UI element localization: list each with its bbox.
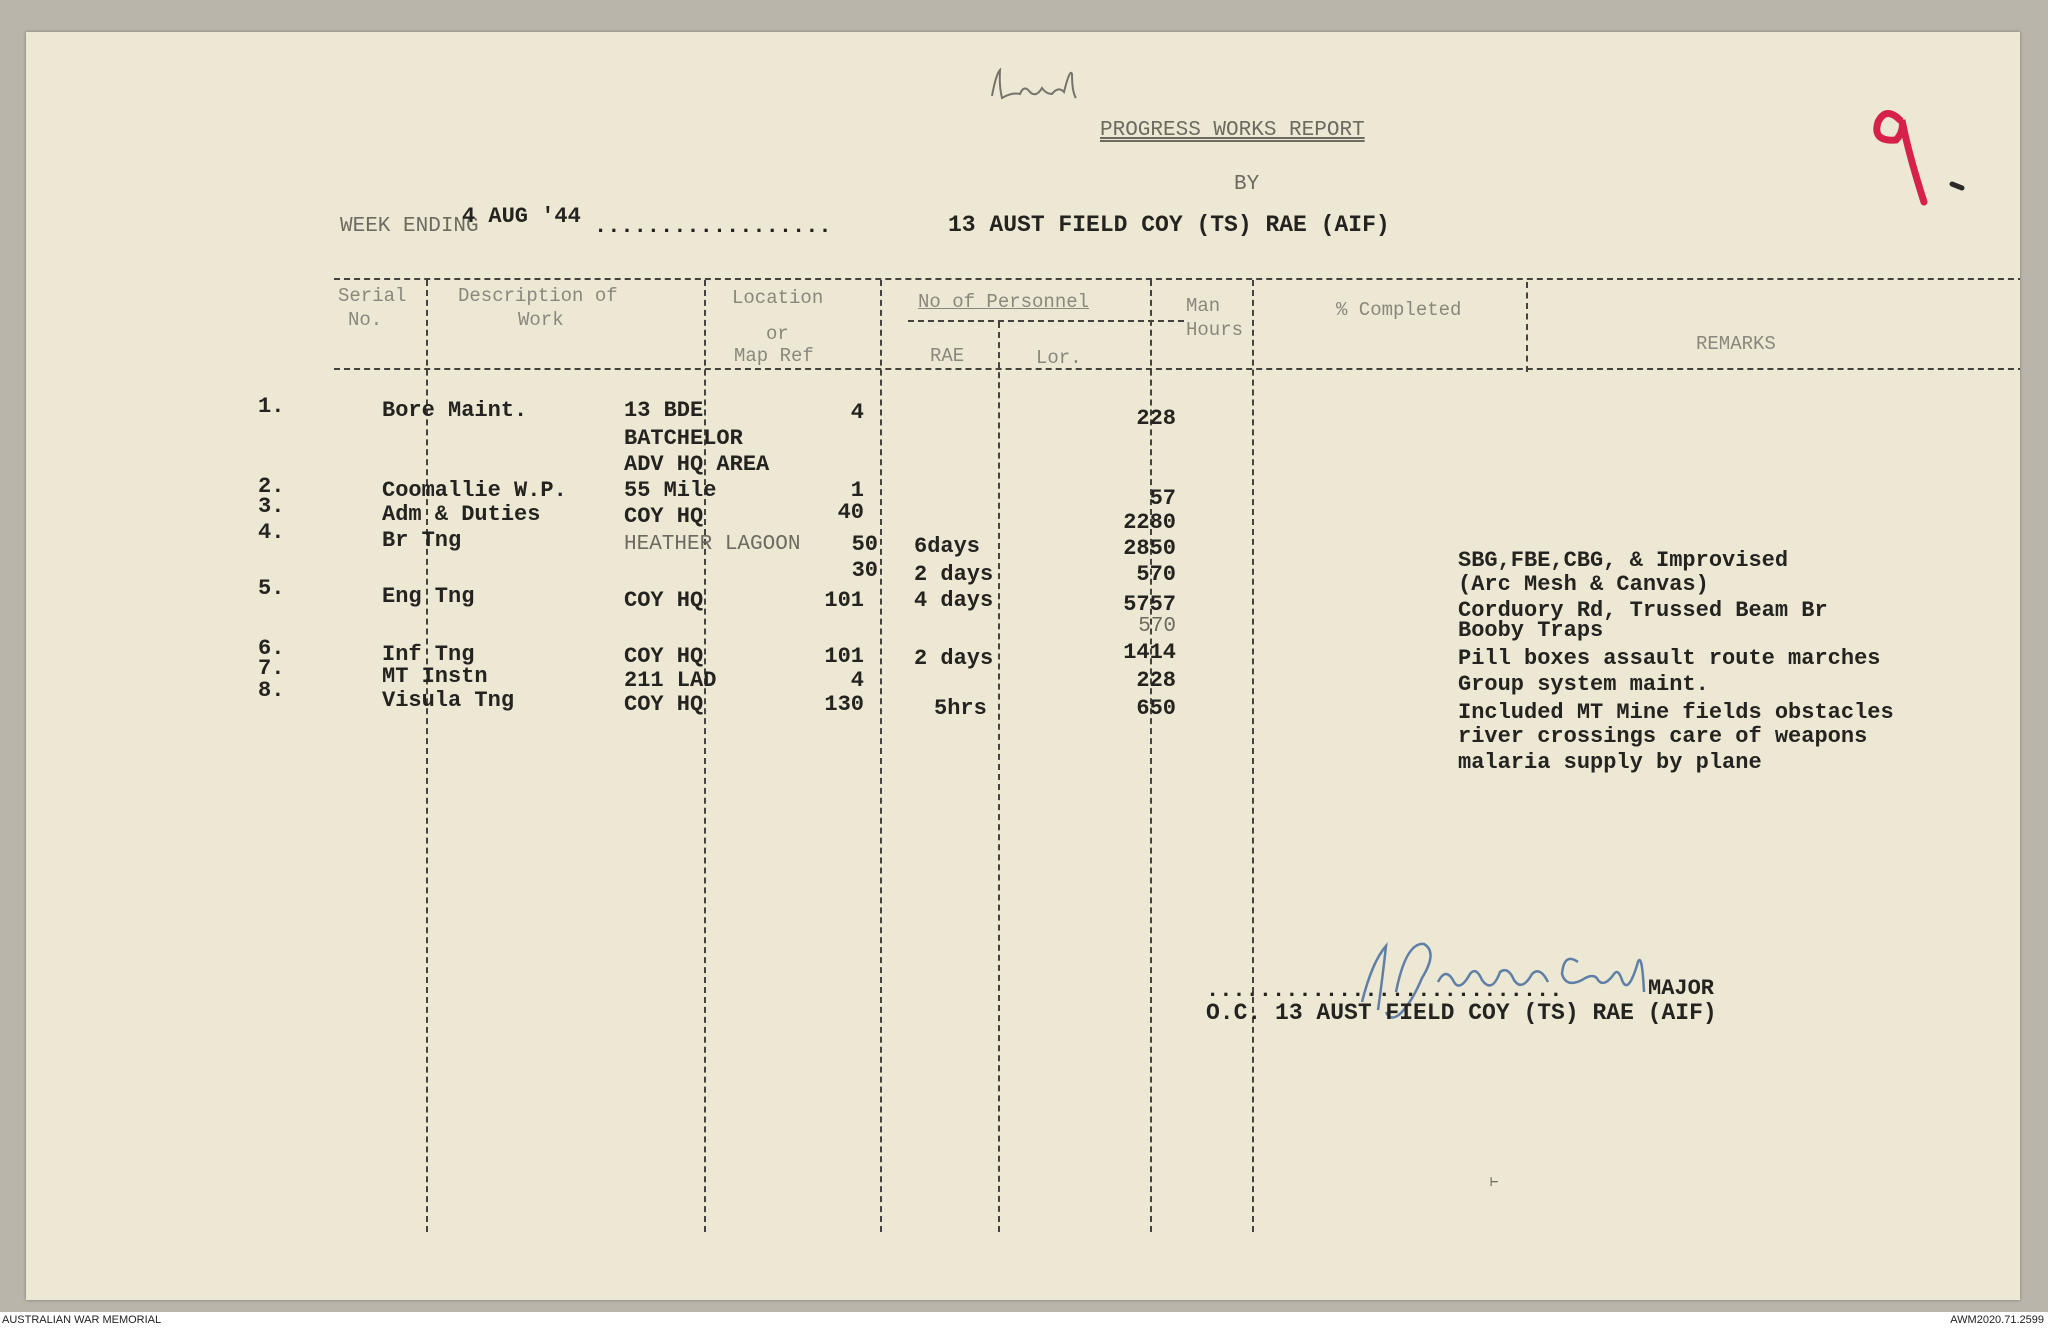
row-2-serial: 2. <box>258 474 285 499</box>
signature-dots: ........................... <box>1206 978 1563 1003</box>
header-location-or: or <box>766 323 789 345</box>
row-4-description: Br Tng <box>382 528 462 553</box>
header-personnel-lor: Lor. <box>1036 347 1082 369</box>
row-5-days: 4 days <box>914 588 994 613</box>
remarks-line-6: Group system maint. <box>1458 672 1709 697</box>
row-3-personnel: 40 <box>837 500 864 525</box>
archive-label-left: AUSTRALIAN WAR MEMORIAL <box>2 1314 162 1326</box>
row-5-description: Eng Tng <box>382 584 475 609</box>
row-4-serial: 4. <box>258 520 285 545</box>
row-3-serial: 3. <box>258 494 285 519</box>
unit-name-header: 13 AUST FIELD COY (TS) RAE (AIF) <box>948 212 1390 238</box>
row-7-hours: 228 <box>1136 668 1176 693</box>
row-7-location: 211 LAD <box>624 668 717 693</box>
col-divider-3 <box>880 280 882 1232</box>
row-7-personnel: 4 <box>850 668 864 693</box>
row-7-serial: 7. <box>258 656 285 681</box>
row-1-serial: 1. <box>258 394 285 419</box>
signature-rank: MAJOR <box>1648 976 1715 1001</box>
personnel-sub-rule <box>908 320 1184 322</box>
row-8-description: Visula Tng <box>382 688 515 713</box>
row-6-description: Inf Tng <box>382 642 475 667</box>
header-map-ref: Map Ref <box>734 345 814 367</box>
archive-label-right: AWM2020.71.2599 <box>1950 1314 2044 1326</box>
remarks-line-2: (Arc Mesh & Canvas) <box>1458 572 1709 597</box>
row-8-hours: 650 <box>1136 696 1176 721</box>
row-3-hours: 2280 <box>1123 510 1176 535</box>
header-serial-no: No. <box>348 309 383 331</box>
row-7-description: MT Instn <box>382 664 488 689</box>
row-1-location-1: 13 BDE <box>624 398 704 423</box>
week-ending-date: 4 AUG '44 <box>462 204 581 229</box>
page-number-mark-red <box>1868 92 1988 222</box>
header-man-hours-2: Hours <box>1186 319 1244 341</box>
remarks-line-1: SBG,FBE,CBG, & Improvised <box>1458 548 1789 573</box>
handwritten-mark-lord <box>986 64 1126 104</box>
row-3-location: COY HQ <box>624 504 704 529</box>
row-8-personnel: 130 <box>824 692 864 717</box>
row-1-personnel: 4 <box>850 400 864 425</box>
archive-caption-bar <box>0 1312 2048 1328</box>
row-4b-personnel: 30 <box>851 558 878 583</box>
remarks-line-3: Corduory Rd, Trussed Beam Br <box>1458 598 1828 623</box>
header-description-work: Work <box>518 309 564 331</box>
row-6-serial: 6. <box>258 636 285 661</box>
remarks-line-4: Booby Traps <box>1458 618 1604 643</box>
row-2-description: Coomallie W.P. <box>382 478 567 503</box>
row-8-location: COY HQ <box>624 692 704 717</box>
table-top-rule <box>334 278 2020 280</box>
row-1-hours: 228 <box>1136 406 1176 431</box>
remarks-line-8: river crossings care of weapons <box>1458 724 1868 749</box>
signature-unit-line: O.C. 13 AUST FIELD COY (TS) RAE (AIF) <box>1206 1000 1717 1026</box>
row-6-days: 2 days <box>914 646 994 671</box>
row-4-location: HEATHER LAGOON <box>624 533 801 556</box>
row-1-description: Bore Maint. <box>382 398 528 423</box>
stray-mark: ⊢ <box>1490 1175 1499 1191</box>
row-5-serial: 5. <box>258 576 285 601</box>
header-location: Location <box>732 287 824 309</box>
header-remarks: REMARKS <box>1696 333 1776 355</box>
header-description: Description of <box>458 285 618 307</box>
row-5b-hours: 570 <box>1138 615 1176 638</box>
row-2-hours: 57 <box>1149 486 1176 511</box>
remarks-line-7: Included MT Mine fields obstacles <box>1458 700 1894 725</box>
row-8-serial: 8. <box>258 678 285 703</box>
col-divider-2 <box>704 280 706 1232</box>
row-4-days: 6days <box>914 534 981 559</box>
header-bottom-rule <box>334 368 2020 370</box>
row-2-personnel: 1 <box>850 478 864 503</box>
row-4b-hours: 570 <box>1136 562 1176 587</box>
col-divider-7 <box>1526 282 1528 372</box>
header-man-hours: Man <box>1186 295 1221 317</box>
row-4-personnel: 50 <box>851 532 878 557</box>
row-8-days: 5hrs <box>934 696 987 721</box>
header-no-of-personnel: No of Personnel <box>918 291 1090 313</box>
report-by: BY <box>1234 173 1260 196</box>
row-4-hours: 2850 <box>1123 536 1176 561</box>
remarks-line-5: Pill boxes assault route marches <box>1458 646 1881 671</box>
row-4b-days: 2 days <box>914 562 994 587</box>
report-title: PROGRESS WORKS REPORT <box>1100 119 1365 142</box>
header-personnel-rae: RAE <box>930 345 965 367</box>
row-6-location: COY HQ <box>624 644 704 669</box>
row-5-location: COY HQ <box>624 588 704 613</box>
remarks-line-9: malaria supply by plane <box>1458 750 1762 775</box>
document-page <box>26 32 2020 1300</box>
row-5-personnel: 101 <box>824 588 864 613</box>
row-1-location-2: BATCHELOR <box>624 426 743 451</box>
row-6-hours: 1414 <box>1123 640 1176 665</box>
row-1-location-3: ADV HQ AREA <box>624 452 770 477</box>
col-divider-6 <box>1252 280 1254 1232</box>
col-divider-4 <box>998 322 1000 1232</box>
header-serial: Serial <box>338 285 407 307</box>
header-percent-completed: % Completed <box>1336 299 1462 321</box>
row-6-personnel: 101 <box>824 644 864 669</box>
row-2-location: 55 Mile <box>624 478 717 503</box>
week-ending-label: WEEK ENDING <box>340 215 479 238</box>
row-3-description: Adm & Duties <box>382 502 541 527</box>
row-5-hours: 5757 <box>1123 592 1176 617</box>
week-ending-dots: .................. <box>594 214 832 239</box>
